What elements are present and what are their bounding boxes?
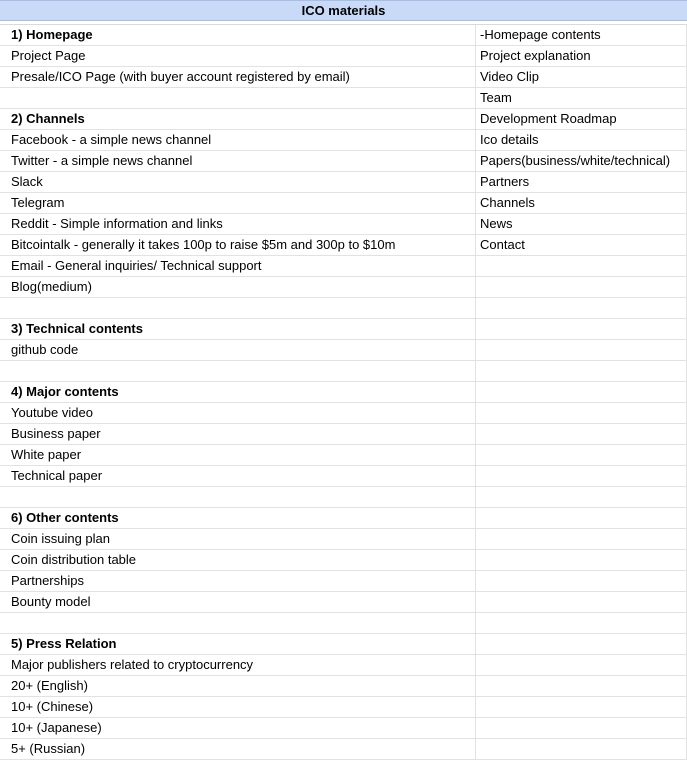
- sheet-rows: [0, 25, 687, 760]
- cell-col-b[interactable]: [476, 445, 687, 465]
- cell-col-b[interactable]: [476, 529, 687, 549]
- table-row: [0, 235, 687, 256]
- cell-col-a[interactable]: 5+ (Russian): [0, 739, 476, 759]
- table-row: [0, 172, 687, 193]
- cell-col-b[interactable]: News: [476, 214, 687, 234]
- cell-col-a[interactable]: 20+ (English): [0, 676, 476, 696]
- cell-col-b[interactable]: [476, 256, 687, 276]
- cell-col-a[interactable]: [0, 487, 476, 507]
- section-heading-cell[interactable]: 4) Major contents: [0, 382, 476, 402]
- cell-col-a[interactable]: Technical paper: [0, 466, 476, 486]
- cell-col-a[interactable]: Presale/ICO Page (with buyer account registered by email): [0, 67, 476, 87]
- table-row: [0, 508, 687, 529]
- cell-col-a[interactable]: Major publishers related to cryptocurrency: [0, 655, 476, 675]
- cell-col-a[interactable]: Coin issuing plan: [0, 529, 476, 549]
- cell-col-b[interactable]: [476, 739, 687, 759]
- cell-col-a[interactable]: Slack: [0, 172, 476, 192]
- cell-col-b[interactable]: [476, 340, 687, 360]
- table-row: [0, 403, 687, 424]
- cell-col-b[interactable]: Partners: [476, 172, 687, 192]
- table-row: [0, 130, 687, 151]
- cell-col-b[interactable]: [476, 424, 687, 444]
- table-row: [0, 697, 687, 718]
- cell-col-a[interactable]: 10+ (Japanese): [0, 718, 476, 738]
- cell-col-b[interactable]: Contact: [476, 235, 687, 255]
- cell-col-a[interactable]: [0, 88, 476, 108]
- cell-col-b[interactable]: [476, 508, 687, 528]
- table-row: [0, 46, 687, 67]
- table-row: [0, 277, 687, 298]
- cell-col-a[interactable]: Project Page: [0, 46, 476, 66]
- table-row: [0, 718, 687, 739]
- merged-title-cell[interactable]: [0, 0, 687, 21]
- cell-col-b[interactable]: -Homepage contents: [476, 25, 687, 45]
- cell-col-a[interactable]: Business paper: [0, 424, 476, 444]
- table-row: [0, 592, 687, 613]
- table-row: [0, 613, 687, 634]
- table-row: [0, 88, 687, 109]
- cell-col-a[interactable]: Youtube video: [0, 403, 476, 423]
- cell-col-a[interactable]: [0, 298, 476, 318]
- cell-col-b[interactable]: [476, 655, 687, 675]
- section-heading-cell[interactable]: 2) Channels: [0, 109, 476, 129]
- table-row: [0, 319, 687, 340]
- cell-col-a[interactable]: 10+ (Chinese): [0, 697, 476, 717]
- table-row: [0, 25, 687, 46]
- table-row: [0, 634, 687, 655]
- cell-col-a[interactable]: [0, 613, 476, 633]
- table-row: [0, 424, 687, 445]
- cell-col-a[interactable]: White paper: [0, 445, 476, 465]
- table-row: [0, 739, 687, 760]
- section-heading-cell[interactable]: 3) Technical contents: [0, 319, 476, 339]
- cell-col-a[interactable]: Bounty model: [0, 592, 476, 612]
- cell-col-a[interactable]: Bitcointalk - generally it takes 100p to raise $5m and 300p to $10m: [0, 235, 476, 255]
- table-row: [0, 67, 687, 88]
- table-row: [0, 214, 687, 235]
- cell-col-b[interactable]: [476, 550, 687, 570]
- table-row: [0, 571, 687, 592]
- table-row: [0, 676, 687, 697]
- cell-col-b[interactable]: [476, 676, 687, 696]
- table-row: [0, 382, 687, 403]
- table-row: [0, 151, 687, 172]
- section-heading-cell[interactable]: 5) Press Relation: [0, 634, 476, 654]
- cell-col-b[interactable]: [476, 361, 687, 381]
- sheet-title: ICO materials: [301, 3, 386, 18]
- table-row: [0, 361, 687, 382]
- table-row: [0, 655, 687, 676]
- cell-col-b[interactable]: [476, 571, 687, 591]
- cell-col-b[interactable]: Ico details: [476, 130, 687, 150]
- cell-col-b[interactable]: [476, 298, 687, 318]
- cell-col-b[interactable]: [476, 592, 687, 612]
- cell-col-b[interactable]: [476, 634, 687, 654]
- cell-col-a[interactable]: Blog(medium): [0, 277, 476, 297]
- cell-col-b[interactable]: [476, 466, 687, 486]
- table-row: [0, 529, 687, 550]
- cell-col-b[interactable]: Project explanation: [476, 46, 687, 66]
- cell-col-a[interactable]: Facebook - a simple news channel: [0, 130, 476, 150]
- section-heading-cell[interactable]: 6) Other contents: [0, 508, 476, 528]
- cell-col-b[interactable]: [476, 718, 687, 738]
- table-row: [0, 109, 687, 130]
- cell-col-a[interactable]: github code: [0, 340, 476, 360]
- table-row: [0, 256, 687, 277]
- table-row: [0, 550, 687, 571]
- cell-col-b[interactable]: [476, 319, 687, 339]
- section-heading-cell[interactable]: 1) Homepage: [0, 25, 476, 45]
- cell-col-b[interactable]: [476, 277, 687, 297]
- cell-col-a[interactable]: [0, 361, 476, 381]
- cell-col-b[interactable]: Team: [476, 88, 687, 108]
- cell-col-b[interactable]: [476, 487, 687, 507]
- table-row: [0, 340, 687, 361]
- cell-col-a[interactable]: Twitter - a simple news channel: [0, 151, 476, 171]
- cell-col-b[interactable]: [476, 403, 687, 423]
- table-row: [0, 487, 687, 508]
- cell-col-b[interactable]: Video Clip: [476, 67, 687, 87]
- cell-col-a[interactable]: Partnerships: [0, 571, 476, 591]
- cell-col-a[interactable]: Telegram: [0, 193, 476, 213]
- table-row: [0, 298, 687, 319]
- table-row: [0, 445, 687, 466]
- table-row: [0, 193, 687, 214]
- cell-col-b[interactable]: Development Roadmap: [476, 109, 687, 129]
- table-row: [0, 466, 687, 487]
- cell-col-b[interactable]: [476, 697, 687, 717]
- cell-col-b[interactable]: [476, 382, 687, 402]
- cell-col-a[interactable]: Email - General inquiries/ Technical support: [0, 256, 476, 276]
- cell-col-b[interactable]: Papers(business/white/technical): [476, 151, 687, 171]
- cell-col-b[interactable]: Channels: [476, 193, 687, 213]
- cell-col-a[interactable]: Reddit - Simple information and links: [0, 214, 476, 234]
- cell-col-b[interactable]: [476, 613, 687, 633]
- cell-col-a[interactable]: Coin distribution table: [0, 550, 476, 570]
